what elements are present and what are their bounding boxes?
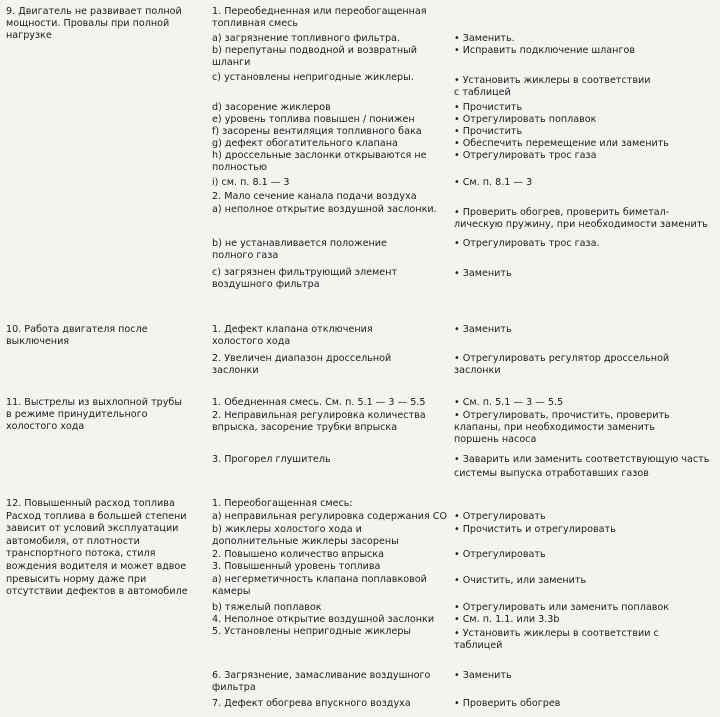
cause-line: b) не устанавливается положение [212, 238, 387, 249]
remedy-line: • Заменить. [454, 33, 515, 44]
remedy-line: клапаны, при необходимости заменить [454, 422, 656, 433]
cause-line: d) засорение жиклеров [212, 102, 331, 113]
cause-line: 1. Обедненная смесь. См. п. 5.1 — 3 — 5.5 [212, 397, 426, 408]
remedy-line: с таблицей [454, 87, 511, 98]
remedy-line: • Установить жиклеры в соответствии с [454, 628, 659, 639]
cause-line: фильтра [212, 682, 256, 693]
cause-line: 2. Увеличен диапазон дроссельной [212, 353, 392, 364]
remedy-line: • См. п. 1.1. или 3.3b [454, 614, 560, 625]
remedy-line: заслонки [454, 365, 501, 376]
cause-line: 5. Установлены непригодные жиклеры [212, 626, 412, 637]
cause-line: 7. Дефект обогрева впускного воздуха [212, 698, 411, 709]
cause-line: 1. Дефект клапана отключения [212, 324, 373, 335]
remedy-line: • Отрегулировать трос газа [454, 150, 597, 161]
condition-text: 12. Повышенный расход топлива Расход топлива в большей степени зависит от условий эксплуатации автомобиля, от плотности транспортного потока, стиля вождения водителя и может вдвое превысить норму даже при отсутствии дефектов в автомобиле [6, 498, 188, 598]
remedy-line: • Отрегулировать регулятор дроссельной [454, 353, 670, 364]
cause-line: a) неправильная регулировка содержания СО [212, 511, 448, 522]
cause-line: воздушного фильтра [212, 279, 320, 290]
cause-line: g) дефект обогатительного клапана [212, 138, 398, 149]
remedy-line: таблицей [454, 640, 503, 651]
remedy-line: • Заменить [454, 324, 512, 335]
remedy-line: • Отрегулировать [454, 511, 546, 522]
cause-line: дополнительные жиклеры засорены [212, 536, 399, 547]
cause-line: f) засорены вентиляция топливного бака [212, 126, 422, 137]
cause-line: a) неполное открытие воздушной заслонки. [212, 204, 437, 215]
remedy-line: лическую пружину, при необходимости заменить [454, 219, 708, 230]
cause-line: c) загрязнен фильтрующий элемент [212, 267, 398, 278]
remedy-line: • Проверить обогрев, проверить биметал- [454, 207, 670, 218]
remedy-line: • Прочистить [454, 102, 523, 113]
condition-text: 9. Двигатель не развивает полной мощности. Провалы при полной нагрузке [6, 6, 182, 41]
cause-line: 1. Переобогащенная смесь: [212, 498, 353, 509]
remedy-line: • Отрегулировать или заменить поплавок [454, 602, 670, 613]
cause-line: c) установлены непригодные жиклеры. [212, 72, 414, 83]
cause-line: a) негерметичность клапана поплавковой [212, 574, 427, 585]
remedy-line: • Исправить подключение шлангов [454, 45, 636, 56]
cause-line: b) тяжелый поплавок [212, 602, 322, 613]
remedy-line: системы выпуска отработавших газов [454, 468, 649, 479]
cause-line: b) перепутаны подводной и возвратный [212, 45, 417, 56]
cause-line: заслонки [212, 365, 259, 376]
remedy-line: • Прочистить [454, 126, 523, 137]
cause-line: топливная смесь [212, 18, 299, 29]
cause-line: 2. Неправильная регулировка количества [212, 410, 426, 421]
remedy-line: • Заварить или заменить соответствующую часть [454, 454, 710, 465]
cause-line: 6. Загрязнение, замасливание воздушного [212, 670, 431, 681]
cause-line: 3. Прогорел глушитель [212, 454, 331, 465]
remedy-line: • Заменить [454, 670, 512, 681]
remedy-line: • Отрегулировать [454, 549, 546, 560]
remedy-line: • Заменить [454, 268, 512, 279]
cause-line: полностью [212, 162, 268, 173]
cause-line: полного газа [212, 250, 279, 261]
cause-line: b) жиклеры холостого хода и [212, 524, 362, 535]
cause-line: a) загрязнение топливного фильтра. [212, 33, 400, 44]
condition-text: 10. Работа двигателя после выключения [6, 324, 148, 347]
remedy-line: • Отрегулировать поплавок [454, 114, 597, 125]
cause-line: 2. Повышено количество впрыска [212, 549, 384, 560]
remedy-line: • Отрегулировать, прочистить, проверить [454, 410, 670, 421]
cause-line: впрыска, засорение трубки впрыска [212, 422, 398, 433]
cause-line: шланги [212, 57, 251, 68]
condition-text: 11. Выстрелы из выхлопной трубы в режиме принудительного холостого хода [6, 397, 182, 432]
remedy-line: • Отрегулировать трос газа. [454, 238, 600, 249]
remedy-line: • Очистить, или заменить [454, 575, 587, 586]
cause-line: e) уровень топлива повышен / понижен [212, 114, 415, 125]
cause-line: 2. Мало сечение канала подачи воздуха [212, 191, 417, 202]
cause-line: 3. Повышенный уровень топлива [212, 561, 381, 572]
remedy-line: • См. п. 5.1 — 3 — 5.5 [454, 397, 564, 408]
remedy-line: • Прочистить и отрегулировать [454, 524, 616, 535]
remedy-line: • См. п. 8.1 — 3 [454, 177, 533, 188]
cause-line: h) дроссельные заслонки открываются не [212, 150, 427, 161]
cause-line: 4. Неполное открытие воздушной заслонки [212, 614, 435, 625]
remedy-line: • Обеспечить перемещение или заменить [454, 138, 669, 149]
cause-line: 1. Переобедненная или переобогащенная [212, 6, 427, 17]
cause-line: i) см. п. 8.1 — 3 [212, 177, 290, 188]
cause-line: холостого хода [212, 336, 291, 347]
cause-line: камеры [212, 586, 251, 597]
remedy-line: • Установить жиклеры в соответствии [454, 75, 651, 86]
remedy-line: поршень насоса [454, 434, 537, 445]
remedy-line: • Проверить обогрев [454, 698, 561, 709]
